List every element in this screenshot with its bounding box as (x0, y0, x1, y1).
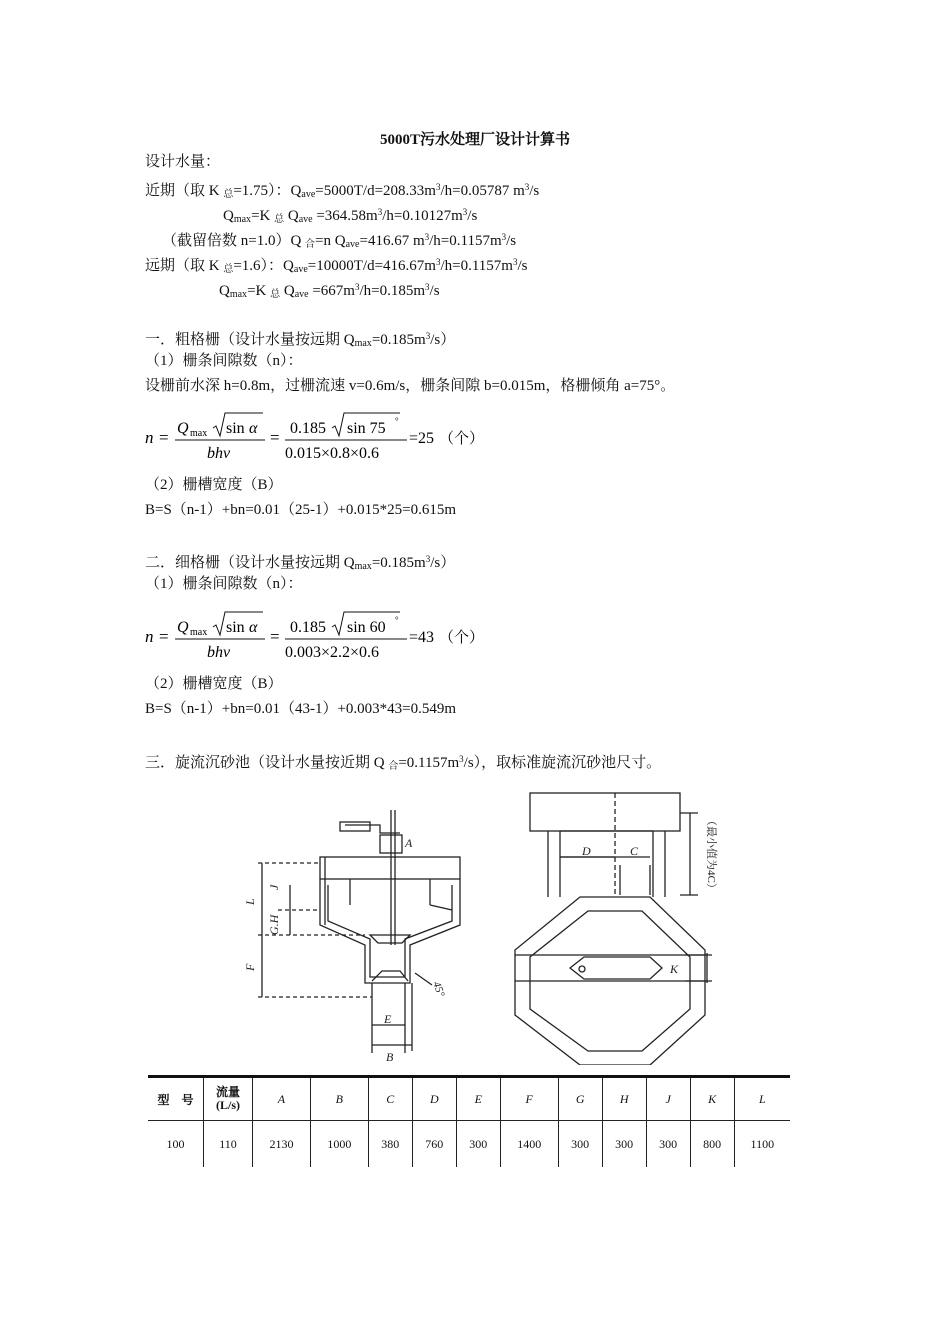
interception-flow-line: （截留倍数 n=1.0）Q $_合$=n $Q_{ave}=416.67$ $m^3/h=0.1157m^3/s$ (162, 232, 517, 250)
svg-text:α: α (249, 420, 258, 437)
spec-cell: 760 (412, 1121, 456, 1168)
spec-cell: 1100 (734, 1121, 790, 1168)
spec-cell: 100 (166, 1136, 185, 1151)
spec-cell: 300 (646, 1121, 690, 1168)
fine-width-heading: （2）栅槽宽度（B） (145, 676, 283, 692)
svg-text:°: ° (395, 615, 399, 625)
svg-text:F: F (243, 963, 257, 971)
svg-text:C: C (630, 844, 639, 858)
svg-text:（个）: （个） (439, 431, 485, 447)
svg-text:n: n (145, 627, 154, 646)
svg-text:D: D (582, 844, 591, 858)
svg-text:0.003×2.2×0.6: 0.003×2.2×0.6 (285, 644, 380, 661)
plan-labels (581, 815, 719, 976)
grit-chamber-heading: 三．旋流沉砂池（设计水量按近期 Q $_合=0.1157m^3/s$），取标准旋流沉砂池尺寸。 (145, 754, 662, 772)
spec-header-a: A (253, 1077, 311, 1121)
svg-text:L: L (243, 898, 257, 905)
fine-screen-heading: 二．细格栅（设计水量按远期 $Q_{max}=0.185m^3/s$） (145, 554, 456, 572)
document-title: 5000T污水处理厂设计计算书 (379, 132, 570, 148)
spec-header-h: H (602, 1077, 646, 1121)
spec-cell: 110 (204, 1121, 253, 1168)
fine-gap-count-equation (145, 609, 505, 659)
near-term-max-flow-line: $Q_{max}=K$ $_总$ $Q_{ave} =364.58m^3/h=0.10127m^3/s$ (223, 207, 478, 225)
svg-text:J: J (267, 884, 281, 890)
design-flow-heading: 设计水量： (145, 154, 221, 170)
svg-text:max: max (190, 428, 208, 439)
svg-text:=: = (159, 627, 169, 646)
coarse-screen-params: 设栅前水深 h=0.8m，过栅流速 v=0.6m/s，栅条间隙 b=0.015m，格栅倾角 a=75°。 (145, 378, 676, 394)
svg-text:45°: 45° (430, 979, 447, 999)
spec-header-e: E (456, 1077, 500, 1121)
spec-cell: 300 (558, 1121, 602, 1168)
svg-text:Q: Q (177, 420, 189, 437)
spec-cell: 380 (368, 1121, 412, 1168)
spec-header-c: C (368, 1077, 412, 1121)
spec-header-model: 型 号 (148, 1077, 204, 1121)
svg-text:max: max (190, 627, 208, 638)
spec-cell: 2130 (253, 1121, 311, 1168)
svg-text:（最小值为4C）: （最小值为4C） (705, 815, 717, 894)
svg-text:A: A (405, 836, 413, 850)
spec-header-g: G (558, 1077, 602, 1121)
long-term-flow-line: 远期（取 K $_总$=1.6）：$Q_{ave}=10000T/d=416.67m^3/h=0.1157m^3/s$ (145, 257, 528, 275)
spec-cell: 1000 (310, 1121, 368, 1168)
spec-cell: 300 (602, 1121, 646, 1168)
grit-chamber-drawing (150, 785, 790, 1065)
coarse-width-heading: （2）栅槽宽度（B） (145, 477, 283, 493)
svg-text:0.015×0.8×0.6: 0.015×0.8×0.6 (285, 445, 380, 462)
svg-text:G.H: G.H (267, 914, 281, 935)
svg-text:=: = (270, 627, 280, 646)
svg-text:（个）: （个） (439, 630, 485, 646)
spec-header-d: D (412, 1077, 456, 1121)
svg-text:sin: sin (226, 420, 245, 437)
grit-chamber-spec-table (148, 1075, 790, 1167)
spec-table-row (148, 1121, 790, 1168)
svg-text:K: K (670, 962, 679, 976)
spec-header-f: F (500, 1077, 558, 1121)
fine-gap-count-heading: （1）栅条间隙数（n）： (145, 576, 303, 592)
section-view (258, 810, 460, 1053)
spec-header-k: K (690, 1077, 734, 1121)
coarse-gap-count-heading: （1）栅条间隙数（n）： (145, 353, 303, 369)
svg-text:sin 75: sin 75 (347, 420, 386, 437)
spec-cell: 800 (690, 1121, 734, 1168)
svg-text:n: n (145, 428, 154, 447)
svg-text:=43: =43 (409, 629, 435, 646)
svg-text:Q: Q (177, 619, 189, 636)
svg-text:bhv: bhv (207, 644, 231, 661)
svg-text:0.185: 0.185 (290, 619, 326, 636)
svg-text:α: α (249, 619, 258, 636)
coarse-gap-count-equation (145, 410, 505, 460)
svg-text:=: = (270, 428, 280, 447)
svg-text:0.185: 0.185 (290, 420, 326, 437)
spec-header-j: J (646, 1077, 690, 1121)
spec-header-l: L (734, 1077, 790, 1121)
svg-text:sin 60: sin 60 (347, 619, 386, 636)
spec-cell: 300 (456, 1121, 500, 1168)
svg-text:B: B (386, 1050, 394, 1064)
coarse-screen-heading: 一．粗格栅（设计水量按远期 $Q_{max}=0.185m^3/s$） (145, 331, 456, 349)
svg-text:sin: sin (226, 619, 245, 636)
fine-width-formula: B=S（n-1）+bn=0.01（43-1）+0.003*43=0.549m (145, 701, 457, 717)
spec-cell: 1400 (500, 1121, 558, 1168)
svg-text:E: E (384, 1012, 392, 1026)
coarse-width-formula: B=S（n-1）+bn=0.01（25-1）+0.015*25=0.615m (145, 502, 457, 518)
near-term-flow-line: 近期（取 K $_总$=1.75）：$Q_{ave}=5000T/d=208.33m^3/h=0.05787$ $m^3/s$ (145, 182, 540, 200)
section-labels (243, 836, 447, 1064)
long-term-max-flow-line: $Q_{max}=K$ $_总$ $Q_{ave} =667m^3/h=0.185m^3/s$ (219, 282, 440, 300)
spec-header-b: B (310, 1077, 368, 1121)
plan-view (515, 793, 712, 1065)
spec-table-header-row (148, 1077, 790, 1121)
svg-text:bhv: bhv (207, 445, 231, 462)
svg-text:=25: =25 (409, 430, 435, 447)
svg-text:°: ° (395, 416, 399, 426)
svg-text:=: = (159, 428, 169, 447)
spec-header-flow: 流量 (L/s) (204, 1077, 253, 1121)
